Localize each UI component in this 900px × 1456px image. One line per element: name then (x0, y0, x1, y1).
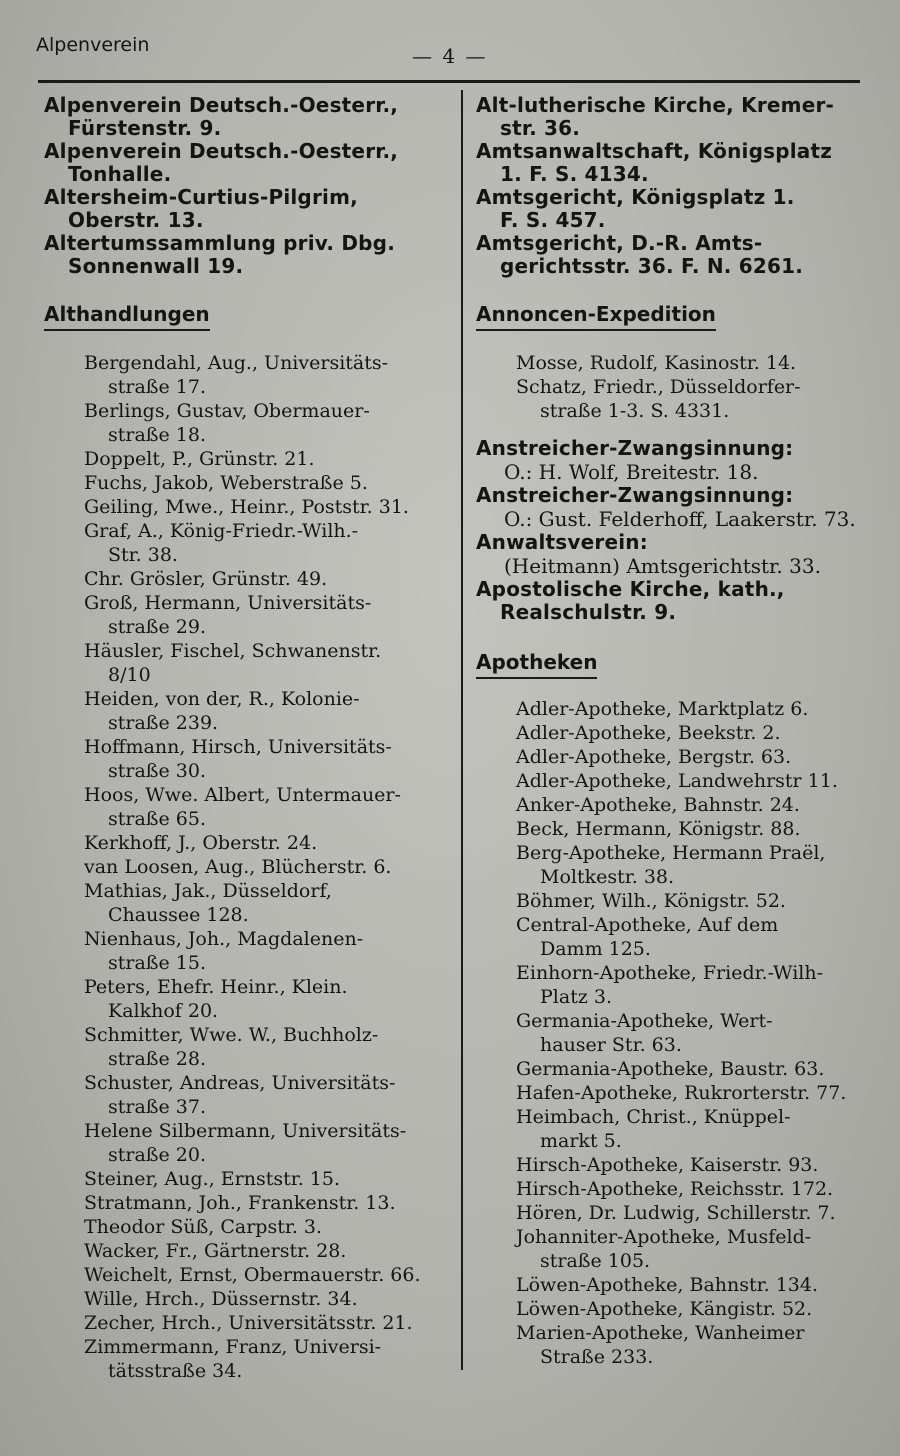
entry-line: Hirsch-Apotheke, Kaiserstr. 93. (516, 1154, 819, 1176)
list-item (84, 1023, 454, 1071)
list-item (84, 1215, 454, 1239)
list-item (84, 1167, 454, 1191)
page-number: — 4 — (412, 44, 488, 68)
list-item (516, 1153, 876, 1177)
entry-continuation: Realschulstr. 9. (500, 600, 677, 624)
entry-line: Alpenverein Deutsch.-Oesterr., (44, 139, 399, 163)
entry-line: Graf, A., König-Friedr.-Wilh.- (84, 520, 359, 542)
entry-line: Böhmer, Wilh., Königstr. 52. (516, 890, 786, 912)
annoncen-list (476, 351, 876, 423)
entry-line: Weichelt, Ernst, Obermauerstr. 66. (84, 1264, 421, 1286)
list-item (84, 975, 454, 1023)
entry-line: Zecher, Hrch., Universitätsstr. 21. (84, 1312, 413, 1334)
header-rule (38, 80, 860, 83)
entry-line: Altertumssammlung priv. Dbg. (44, 231, 395, 255)
anwaltsverein-heading: Anwaltsverein: (476, 530, 648, 554)
list-item (516, 1177, 876, 1201)
apotheken-list (476, 697, 876, 1369)
list-item (84, 831, 454, 855)
list-item (84, 1335, 454, 1383)
entry-line: Steiner, Aug., Ernststr. 15. (84, 1168, 341, 1190)
entry-continuation: Str. 38. (108, 544, 178, 566)
entry-continuation: gerichtsstr. 36. F. N. 6261. (500, 254, 804, 278)
left-column (44, 94, 454, 1383)
list-item (84, 687, 454, 735)
running-head: Alpenverein (36, 34, 150, 56)
entry-line: Einhorn-Apotheke, Friedr.-Wilh- (516, 962, 824, 984)
entry-continuation: Oberstr. 13. (68, 208, 204, 232)
right-top-entries (476, 94, 876, 278)
entry-continuation: F. S. 457. (500, 208, 606, 232)
list-item (84, 1119, 454, 1167)
list-item (84, 495, 454, 519)
entry-line: Adler-Apotheke, Bergstr. 63. (516, 746, 792, 768)
list-item (84, 399, 454, 447)
list-item (84, 783, 454, 831)
entry-continuation: straße 15. (108, 952, 206, 974)
entry-line: Anker-Apotheke, Bahnstr. 24. (516, 794, 800, 816)
apostolische-kirche-entry (476, 578, 876, 624)
entry-line: Johanniter-Apotheke, Musfeld- (516, 1226, 812, 1248)
entry-continuation: Tonhalle. (68, 162, 172, 186)
list-item (516, 1009, 876, 1057)
entry-line: Mathias, Jak., Düsseldorf, (84, 880, 332, 902)
directory-heading-entry (44, 140, 454, 186)
list-item (84, 591, 454, 639)
entry-line: Amtsgericht, Königsplatz 1. (476, 185, 795, 209)
entry-continuation: Moltkestr. 38. (540, 866, 675, 888)
directory-heading-entry (476, 232, 876, 278)
list-item (84, 927, 454, 975)
entry-line: Berg-Apotheke, Hermann Praël, (516, 842, 826, 864)
entry-line: Häusler, Fischel, Schwanenstr. (84, 640, 382, 662)
directory-heading-entry (476, 140, 876, 186)
list-item (516, 769, 876, 793)
entry-line: Amtsgericht, D.-R. Amts- (476, 231, 763, 255)
directory-heading-entry (476, 94, 876, 140)
list-item (516, 913, 876, 961)
list-item (516, 745, 876, 769)
entry-continuation: Kalkhof 20. (108, 1000, 219, 1022)
entry-line: Heiden, von der, R., Kolonie- (84, 688, 360, 710)
entry-line: Peters, Ehefr. Heinr., Klein. (84, 976, 348, 998)
entry-line: Doppelt, P., Grünstr. 21. (84, 448, 315, 470)
list-item (516, 1321, 876, 1369)
list-item (516, 1105, 876, 1153)
entry-line: Hoffmann, Hirsch, Universitäts- (84, 736, 392, 758)
left-top-entries (44, 94, 454, 278)
entry-continuation: 8/10 (108, 664, 151, 686)
entry-line: Zimmermann, Franz, Universi- (84, 1336, 382, 1358)
entry-line: Stratmann, Joh., Frankenstr. 13. (84, 1192, 396, 1214)
entry-line: Hoos, Wwe. Albert, Untermauer- (84, 784, 401, 806)
entry-line: Germania-Apotheke, Wert- (516, 1010, 773, 1032)
entry-line: Geiling, Mwe., Heinr., Poststr. 31. (84, 496, 409, 518)
list-item (516, 1057, 876, 1081)
entry-continuation: tätsstraße 34. (108, 1360, 243, 1382)
entry-line: Mosse, Rudolf, Kasinostr. 14. (516, 352, 797, 374)
entry-line: Heimbach, Christ., Knüppel- (516, 1106, 791, 1128)
entry-continuation: Platz 3. (540, 986, 613, 1008)
anwaltsverein-item: (Heitmann) Amtsgerichtstr. 33. (504, 554, 821, 578)
entry-continuation: straße 30. (108, 760, 206, 782)
section-title-althandlungen: Althandlungen (44, 302, 210, 331)
entry-line: Fuchs, Jakob, Weberstraße 5. (84, 472, 368, 494)
entry-line: Adler-Apotheke, Beekstr. 2. (516, 722, 781, 744)
entry-line: Amtsanwaltschaft, Königsplatz (476, 139, 833, 163)
entry-line: Alt-lutherische Kirche, Kremer- (476, 93, 835, 117)
entry-line: Nienhaus, Joh., Magdalenen- (84, 928, 364, 950)
entry-line: Groß, Hermann, Universitäts- (84, 592, 372, 614)
list-item (84, 639, 454, 687)
list-item (84, 855, 454, 879)
list-item (516, 961, 876, 1009)
entry-line: Marien-Apotheke, Wanheimer (516, 1322, 805, 1344)
entry-line: van Loosen, Aug., Blücherstr. 6. (84, 856, 392, 878)
list-item (516, 1201, 876, 1225)
entry-line: Central-Apotheke, Auf dem (516, 914, 779, 936)
entry-line: Alpenverein Deutsch.-Oesterr., (44, 93, 399, 117)
entry-continuation: Sonnenwall 19. (68, 254, 244, 278)
list-item (84, 567, 454, 591)
entry-line: Germania-Apotheke, Baustr. 63. (516, 1058, 825, 1080)
entry-line: Schatz, Friedr., Düsseldorfer- (516, 376, 801, 398)
entry-continuation: Straße 233. (540, 1346, 654, 1368)
entry-continuation: straße 18. (108, 424, 206, 446)
entry-line: Beck, Hermann, Königstr. 88. (516, 818, 801, 840)
list-item (516, 1297, 876, 1321)
list-item (516, 697, 876, 721)
entry-continuation: straße 239. (108, 712, 219, 734)
entry-line: Kerkhoff, J., Oberstr. 24. (84, 832, 318, 854)
section-title-annoncen: Annoncen-Expedition (476, 302, 716, 331)
list-item (84, 471, 454, 495)
entry-line: Hafen-Apotheke, Rukrorterstr. 77. (516, 1082, 847, 1104)
list-item (84, 1071, 454, 1119)
list-item (516, 721, 876, 745)
list-item (516, 817, 876, 841)
entry-line: Helene Silbermann, Universitäts- (84, 1120, 407, 1142)
entry-continuation: straße 1-3. S. 4331. (540, 400, 730, 422)
entry-line: Wacker, Fr., Gärtnerstr. 28. (84, 1240, 347, 1262)
list-item (516, 1273, 876, 1297)
entry-continuation: straße 105. (540, 1250, 651, 1272)
entry-continuation: str. 36. (500, 116, 581, 140)
entry-continuation: Damm 125. (540, 938, 651, 960)
entry-line: Berlings, Gustav, Obermauer- (84, 400, 370, 422)
list-item (84, 351, 454, 399)
entry-line: Apostolische Kirche, kath., (476, 577, 785, 601)
entry-line: Löwen-Apotheke, Kängistr. 52. (516, 1298, 813, 1320)
list-item (84, 879, 454, 927)
list-item (84, 1239, 454, 1263)
entry-continuation: Chaussee 128. (108, 904, 249, 926)
entry-continuation: straße 29. (108, 616, 206, 638)
list-item (84, 735, 454, 783)
entry-line: Theodor Süß, Carpstr. 3. (84, 1216, 323, 1238)
entry-line: Schmitter, Wwe. W., Buchholz- (84, 1024, 379, 1046)
list-item (516, 889, 876, 913)
anstreicher-item-2: O.: Gust. Felderhoff, Laakerstr. 73. (504, 507, 856, 531)
list-item (84, 447, 454, 471)
entry-continuation: hauser Str. 63. (540, 1034, 682, 1056)
anstreicher-item-1: O.: H. Wolf, Breitestr. 18. (504, 460, 759, 484)
entry-continuation: 1. F. S. 4134. (500, 162, 649, 186)
list-item (516, 841, 876, 889)
directory-heading-entry (476, 186, 876, 232)
anstreicher-heading-2: Anstreicher-Zwangsinnung: (476, 483, 794, 507)
entry-continuation: straße 20. (108, 1144, 206, 1166)
list-item (84, 1191, 454, 1215)
directory-heading-entry (44, 232, 454, 278)
list-item (516, 351, 876, 375)
entry-line: Adler-Apotheke, Marktplatz 6. (516, 698, 809, 720)
list-item (84, 1287, 454, 1311)
list-item (516, 1081, 876, 1105)
entry-line: Altersheim-Curtius-Pilgrim, (44, 185, 358, 209)
list-item (516, 793, 876, 817)
list-item (84, 1263, 454, 1287)
section-title-apotheken: Apotheken (476, 650, 597, 679)
entry-line: Bergendahl, Aug., Universitäts- (84, 352, 389, 374)
entry-line: Chr. Grösler, Grünstr. 49. (84, 568, 328, 590)
althandlungen-list (44, 351, 454, 1383)
entry-line: Adler-Apotheke, Landwehrstr 11. (516, 770, 838, 792)
directory-heading-entry (44, 94, 454, 140)
list-item (516, 375, 876, 423)
entry-continuation: Fürstenstr. 9. (68, 116, 222, 140)
column-rule (461, 90, 463, 1370)
entry-line: Wille, Hrch., Düssernstr. 34. (84, 1288, 358, 1310)
entry-continuation: markt 5. (540, 1130, 622, 1152)
list-item (84, 519, 454, 567)
entry-continuation: straße 37. (108, 1096, 206, 1118)
entry-continuation: straße 65. (108, 808, 206, 830)
entry-line: Löwen-Apotheke, Bahnstr. 134. (516, 1274, 819, 1296)
entry-continuation: straße 17. (108, 376, 206, 398)
directory-heading-entry (44, 186, 454, 232)
list-item (84, 1311, 454, 1335)
entry-line: Hören, Dr. Ludwig, Schillerstr. 7. (516, 1202, 836, 1224)
entry-continuation: straße 28. (108, 1048, 206, 1070)
list-item (516, 1225, 876, 1273)
right-column (476, 94, 876, 1369)
entry-line: Hirsch-Apotheke, Reichsstr. 172. (516, 1178, 834, 1200)
entry-line: Schuster, Andreas, Universitäts- (84, 1072, 396, 1094)
anstreicher-heading-1: Anstreicher-Zwangsinnung: (476, 436, 794, 460)
